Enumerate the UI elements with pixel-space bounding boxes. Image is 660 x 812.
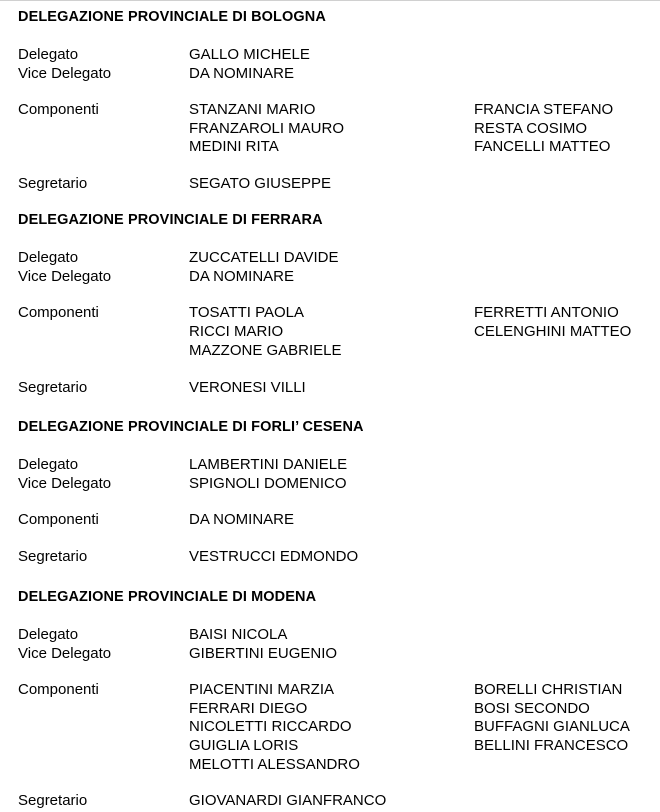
vice-delegato-label: Vice Delegato (18, 475, 112, 492)
delegato-label: Delegato (18, 456, 79, 473)
componente-name: FRANZAROLI MAURO (189, 120, 345, 137)
componente-name: STANZANI MARIO (189, 101, 316, 118)
section-heading: DELEGAZIONE PROVINCIALE DI FORLI’ CESENA (18, 419, 364, 435)
delegato-label: Delegato (18, 46, 79, 63)
componente-name: GUIGLIA LORIS (189, 737, 299, 754)
segretario-label: Segretario (18, 175, 88, 192)
componente-name: FANCELLI MATTEO (474, 138, 611, 155)
section-heading: DELEGAZIONE PROVINCIALE DI BOLOGNA (18, 9, 326, 25)
componente-name: FERRARI DIEGO (189, 700, 308, 717)
delegato-label: Delegato (18, 249, 79, 266)
componente-name: BELLINI FRANCESCO (474, 737, 629, 754)
componente-name: BORELLI CHRISTIAN (474, 681, 623, 698)
vice-delegato-name: GIBERTINI EUGENIO (189, 645, 338, 662)
delegato-name: LAMBERTINI DANIELE (189, 456, 348, 473)
vice-delegato-name: SPIGNOLI DOMENICO (189, 475, 347, 492)
delegato-name: GALLO MICHELE (189, 46, 310, 63)
segretario-name: GIOVANARDI GIANFRANCO (189, 792, 387, 809)
vice-delegato-name: DA NOMINARE (189, 268, 295, 285)
componente-name: BUFFAGNI GIANLUCA (474, 718, 630, 735)
componente-name: CELENGHINI MATTEO (474, 323, 632, 340)
componente-name: PIACENTINI MARZIA (189, 681, 335, 698)
componente-name: BOSI SECONDO (474, 700, 590, 717)
segretario-label: Segretario (18, 792, 88, 809)
delegato-label: Delegato (18, 626, 79, 643)
section-heading: DELEGAZIONE PROVINCIALE DI FERRARA (18, 212, 323, 228)
segretario-name: VESTRUCCI EDMONDO (189, 548, 359, 565)
componente-name: RICCI MARIO (189, 323, 284, 340)
componente-name: MAZZONE GABRIELE (189, 342, 342, 359)
componenti-label: Componenti (18, 101, 99, 118)
componenti-label: Componenti (18, 511, 99, 528)
componente-name: DA NOMINARE (189, 511, 295, 528)
segretario-label: Segretario (18, 379, 88, 396)
componente-name: MEDINI RITA (189, 138, 279, 155)
componente-name: FRANCIA STEFANO (474, 101, 614, 118)
componente-name: RESTA COSIMO (474, 120, 588, 137)
vice-delegato-label: Vice Delegato (18, 65, 112, 82)
vice-delegato-label: Vice Delegato (18, 268, 112, 285)
delegato-name: ZUCCATELLI DAVIDE (189, 249, 339, 266)
componente-name: NICOLETTI RICCARDO (189, 718, 352, 735)
delegato-name: BAISI NICOLA (189, 626, 288, 643)
vice-delegato-name: DA NOMINARE (189, 65, 295, 82)
section-heading: DELEGAZIONE PROVINCIALE DI MODENA (18, 589, 317, 605)
segretario-name: VERONESI VILLI (189, 379, 306, 396)
segretario-label: Segretario (18, 548, 88, 565)
segretario-name: SEGATO GIUSEPPE (189, 175, 331, 192)
componenti-label: Componenti (18, 681, 99, 698)
componenti-label: Componenti (18, 304, 99, 321)
componente-name: MELOTTI ALESSANDRO (189, 756, 360, 773)
componente-name: FERRETTI ANTONIO (474, 304, 619, 321)
vice-delegato-label: Vice Delegato (18, 645, 112, 662)
componente-name: TOSATTI PAOLA (189, 304, 305, 321)
